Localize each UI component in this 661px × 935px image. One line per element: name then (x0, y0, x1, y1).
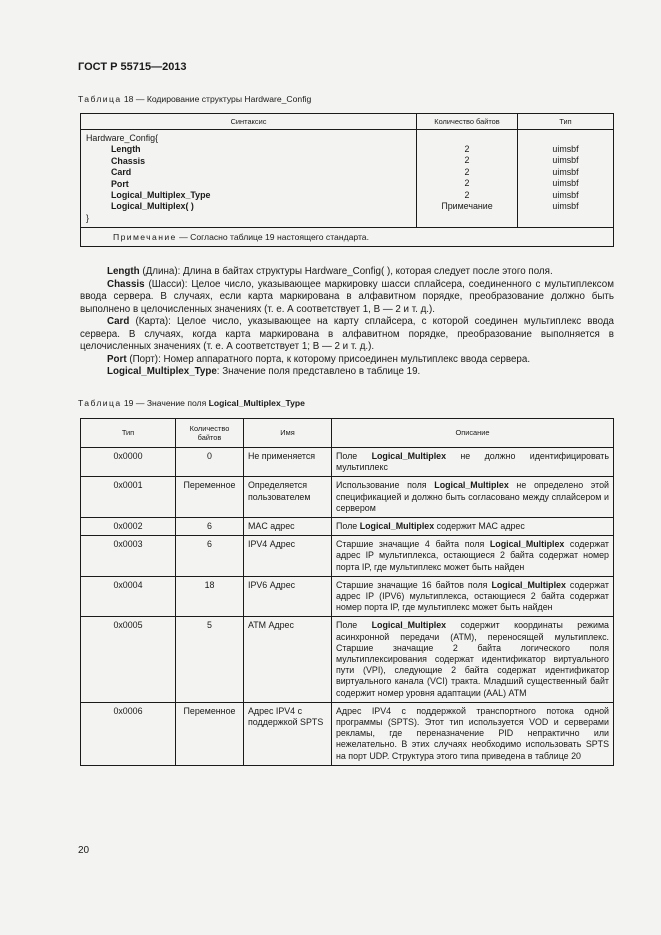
page-number: 20 (78, 845, 90, 856)
field-type: uimsbf (552, 201, 579, 212)
text-chassis: (Шасси): Целое число, указывающее маркировку шасси сплайсера, соединенного с мультиплексом ввода сервера. В случаях, если карта маркирована в алфавитном порядке, преобразование должно быть выполнено в целочисленных значениях (т. е. А соответствует 1, В — 2 и т. д.). (80, 278, 614, 315)
paragraph-card (80, 316, 614, 354)
table19-caption-bold: Logical_Multiplex_Type (208, 398, 305, 408)
text-card: (Карта): Целое число, указывающее на карту сплайсера, с которой соединен мультиплекс ввода сервера. В случаях, когда карта маркирована в алфавитном порядке, преобразование выполняется в целочисленных значениях (т. е. А соответствует 1; В — 2 и т. д.). (80, 316, 614, 352)
table-18 (80, 113, 614, 247)
desc-text: Поле (336, 620, 372, 631)
cell-description (332, 536, 614, 577)
table18-type-cell (518, 130, 614, 228)
table18-caption-text: 18 — Кодирование структуры Hardware_Config (121, 94, 312, 104)
cell-description (332, 617, 614, 702)
desc-bold: Logical_Multiplex (359, 521, 435, 532)
table18-caption (78, 94, 311, 104)
cell-description (332, 518, 614, 536)
desc-bold: Logical_Multiplex (491, 579, 566, 590)
table19-caption-text: 19 — Значение поля (121, 398, 209, 408)
text-lmt: : Значение поля представлено в таблице 19. (216, 366, 421, 377)
table18-caption-word: Таблица (78, 94, 122, 104)
syntax-field: Logical_Multiplex( ) (111, 201, 194, 212)
syntax-open: Hardware_Config{ (86, 133, 159, 143)
paragraph-port (80, 354, 614, 367)
table18-count-cell (417, 130, 518, 228)
byte-count: 2 (464, 189, 470, 200)
table19-col-name: Имя (244, 419, 332, 448)
byte-count: 2 (464, 178, 470, 189)
desc-text: содержит МАС адрес (434, 521, 525, 532)
desc-text: Поле (336, 521, 360, 532)
syntax-field: Logical_Multiplex_Type (111, 190, 211, 201)
cell-count: 6 (176, 536, 244, 577)
table-row (81, 536, 614, 577)
table18-header-row (81, 114, 614, 130)
table19-caption-word: Таблица (78, 398, 122, 408)
cell-count: Переменное (176, 477, 244, 518)
field-type: uimsbf (552, 189, 579, 200)
cell-description (332, 576, 614, 617)
desc-text: Старшие значащие 4 байта поля (336, 539, 490, 550)
desc-bold: Logical_Multiplex (434, 480, 509, 491)
cell-type: 0x0002 (81, 518, 176, 536)
note-text: — Согласно таблице 19 настоящего стандарта. (176, 232, 369, 243)
table18-col-type: Тип (518, 114, 614, 130)
desc-bold: Logical_Multiplex (371, 620, 447, 631)
table19-col-desc: Описание (332, 419, 614, 448)
cell-name: Не применяется (244, 448, 332, 477)
table-row (81, 617, 614, 702)
byte-count: Примечание (441, 201, 493, 212)
desc-text: Старшие значащие 16 байтов поля (336, 579, 492, 590)
table-19 (80, 418, 614, 766)
text-port: (Порт): Номер аппаратного порта, к которому присоединен мультиплекс ввода сервера. (126, 353, 531, 365)
field-type: uimsbf (552, 178, 579, 189)
desc-bold: Logical_Multiplex (371, 451, 447, 461)
table18-col-count: Количество байтов (417, 114, 518, 130)
term-port: Port (107, 353, 127, 365)
byte-count: 2 (464, 166, 470, 177)
desc-text: не должно идентифицировать мультиплекс (336, 451, 609, 473)
term-lmt: Logical_Multiplex_Type (107, 366, 217, 377)
desc-text: Поле (336, 451, 372, 461)
cell-count: 5 (176, 617, 244, 702)
table19-col-type: Тип (81, 419, 176, 448)
desc-text: не определено этой спецификацией и должно быть согласовано между сплайсером и сервером (336, 480, 609, 513)
term-card: Card (107, 316, 130, 327)
field-type: uimsbf (552, 155, 579, 166)
cell-name: MAC адрес (244, 518, 332, 536)
table18-note (81, 228, 614, 247)
table-row (81, 448, 614, 477)
desc-text: содержит координаты режима асинхронной передачи (АТМ), переносящей мультиплекс. Старшие значащие 2 байта логического поля мультиплексирования содержат идентификатор виртуального пути (VPI), следующие 2 байта содержат идентификатор виртуального канала (VCI) тракта. Младший существенный байт содержит номер уровня адаптации (AAL) АТМ (336, 620, 609, 698)
desc-text: содержат адрес IP мультиплекса, остающиеся 2 байта содержат номер порта IP, где мультиплекс может быть найден (336, 539, 609, 572)
cell-type: 0x0004 (81, 576, 176, 617)
table18-col-syntax: Синтаксис (81, 114, 417, 130)
byte-count: 2 (464, 155, 470, 166)
table-row (81, 518, 614, 536)
paragraph-lmt (80, 366, 614, 379)
cell-name: IPV4 Адрес (244, 536, 332, 577)
term-length: Length (107, 266, 140, 277)
table-row (81, 477, 614, 518)
cell-name: Адрес IPV4 с поддержкой SPTS (244, 702, 332, 765)
term-chassis: Chassis (107, 278, 145, 290)
note-label: Примечание (113, 232, 177, 243)
table19-caption (78, 398, 305, 408)
cell-name: Определяется пользователем (244, 477, 332, 518)
syntax-field: Port (111, 178, 129, 189)
byte-count: 2 (464, 144, 470, 154)
desc-text: Использование поля (336, 480, 435, 491)
field-type: uimsbf (552, 166, 579, 177)
syntax-field: Chassis (111, 155, 146, 166)
cell-description (332, 448, 614, 477)
table19-col-count: Количество байтов (176, 419, 244, 448)
syntax-close: } (86, 212, 89, 223)
cell-count: 18 (176, 576, 244, 617)
cell-description (332, 702, 614, 765)
paragraph-chassis (80, 279, 614, 317)
document-header: ГОСТ Р 55715—2013 (78, 61, 187, 73)
cell-name: АТМ Адрес (244, 617, 332, 702)
table19-header-row (81, 419, 614, 448)
desc-text: содержат адрес IP (IPV6) мультиплекса, остающиеся 2 байта содержат номер порта IP, где мультиплекс может быть найден (336, 579, 609, 613)
table-row (81, 702, 614, 765)
desc-bold: Logical_Multiplex (489, 539, 565, 550)
cell-type: 0x0006 (81, 702, 176, 765)
paragraph-length (80, 266, 614, 279)
text-length: (Длина): Длина в байтах структуры Hardware_Config( ), которая следует после этого поля. (139, 266, 553, 277)
cell-type: 0x0000 (81, 448, 176, 477)
table18-note-row (81, 228, 614, 247)
cell-count: 0 (176, 448, 244, 477)
cell-description (332, 477, 614, 518)
cell-type: 0x0001 (81, 477, 176, 518)
cell-type: 0x0005 (81, 617, 176, 702)
syntax-field: Length (111, 144, 141, 155)
cell-count: Переменное (176, 702, 244, 765)
table-row (81, 576, 614, 617)
desc-text: Адрес IPV4 с поддержкой транспортного потока одной программы (SPTS). Этот тип используется VOD и серверами рекламы, где переназначение PID непрактично или нежелательно. В этих случаях необходимо использовать SPTS на порт UDP. Структура этого типа приведена в таблице 20 (336, 705, 609, 761)
table18-syntax-cell (81, 130, 417, 228)
table18-body-row (81, 130, 614, 228)
cell-type: 0x0003 (81, 536, 176, 577)
syntax-field: Card (111, 167, 132, 178)
cell-name: IPV6 Адрес (244, 576, 332, 617)
cell-count: 6 (176, 518, 244, 536)
field-descriptions (80, 266, 614, 379)
field-type: uimsbf (552, 144, 579, 154)
